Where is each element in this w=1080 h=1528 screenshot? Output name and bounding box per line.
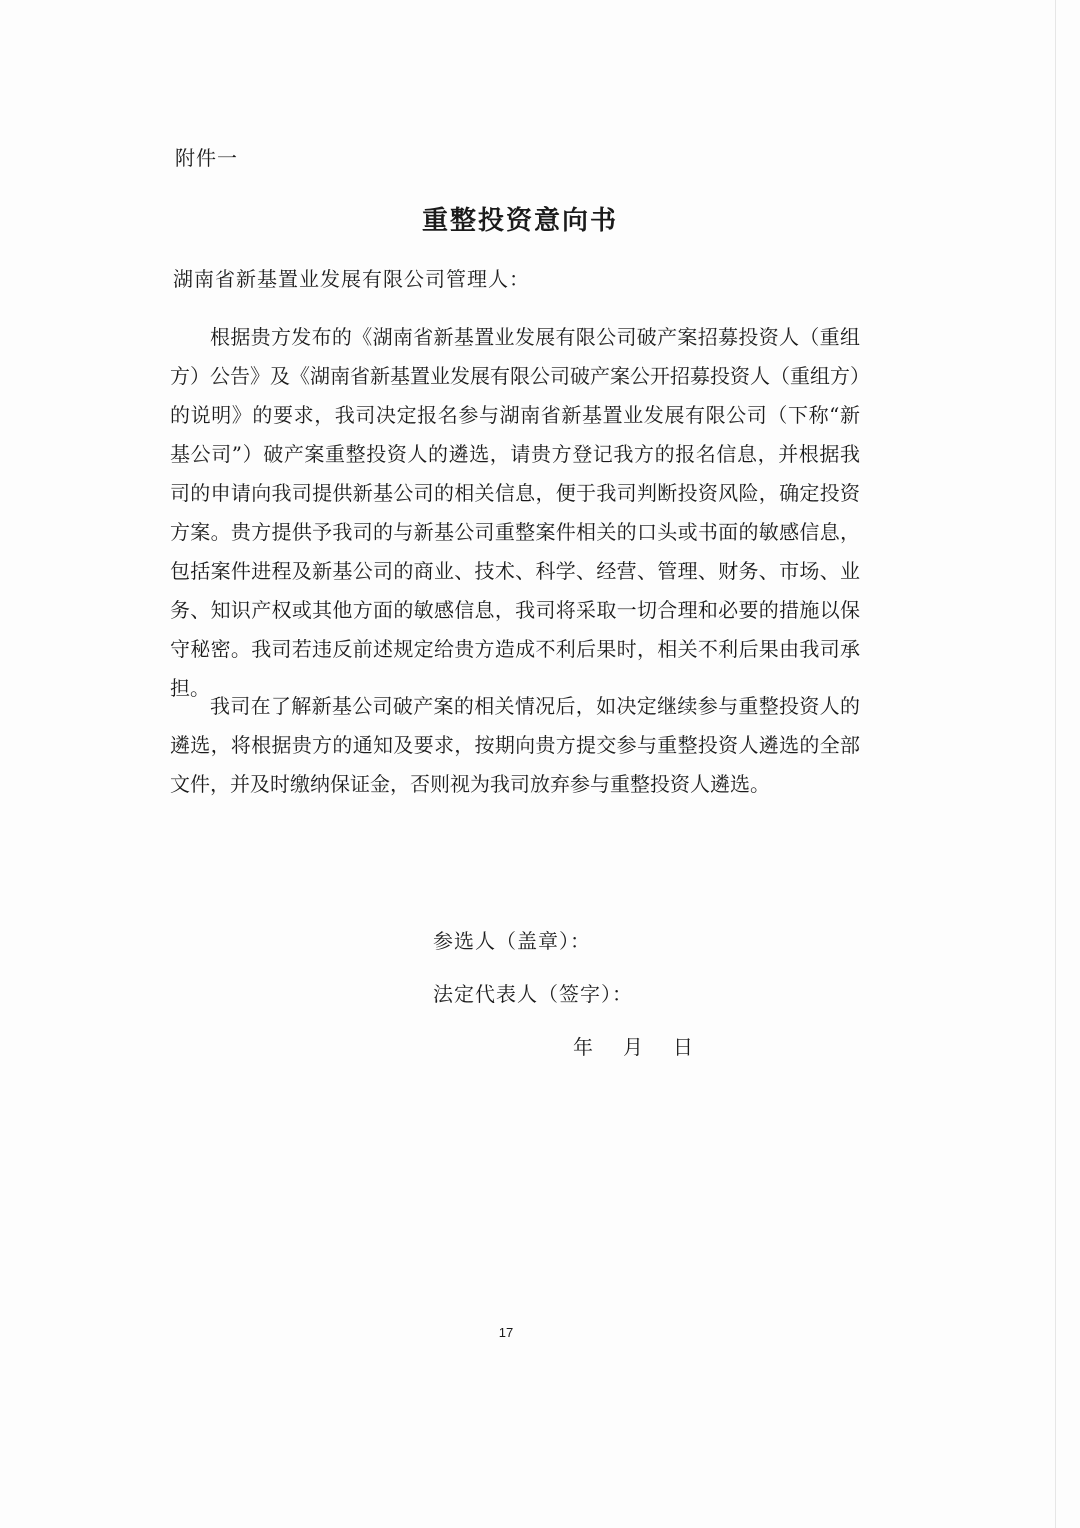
salutation: 湖南省新基置业发展有限公司管理人： bbox=[173, 267, 530, 291]
document-title: 重整投资意向书 bbox=[421, 206, 618, 236]
page-edge-line bbox=[1055, 0, 1056, 1528]
page-number: 17 bbox=[498, 1325, 514, 1340]
date-year-label: 年 bbox=[573, 1035, 593, 1059]
body-paragraph-2: 我司在了解新基公司破产案的相关情况后，如决定继续参与重整投资人的遴选，将根据贵方的通知及要求，按期向贵方提交参与重整投资人遴选的全部文件，并及时缴纳保证金，否则视为我司放弃参与重整投资人遴选。 bbox=[170, 694, 860, 796]
attachment-label: 附件一 bbox=[175, 146, 238, 170]
participant-seal-line: 参选人（盖章）： bbox=[433, 929, 591, 953]
legal-representative-signature-line: 法定代表人（签字）： bbox=[433, 982, 633, 1006]
date-month-label: 月 bbox=[623, 1035, 643, 1059]
body-paragraph-1: 根据贵方发布的《湖南省新基置业发展有限公司破产案招募投资人（重组方）公告》及《湖南省新基置业发展有限公司破产案公开招募投资人（重组方）的说明》的要求，我司决定报名参与湖南省新基置业发展有限公司（下称“新基公司”）破产案重整投资人的遴选，请贵方登记我方的报名信息，并根据我司的申请向我司提供新基公司的相关信息，便于我司判断投资风险，确定投资方案。贵方提供予我司的与新基公司重整案件相关的口头或书面的敏感信息，包括案件进程及新基公司的商业、技术、科学、经营、管理、财务、市场、业务、知识产权或其他方面的敏感信息，我司将采取一切合理和必要的措施以保守秘密。我司若违反前述规定给贵方造成不利后果时，相关不利后果由我司承担。 bbox=[170, 325, 860, 700]
date-line bbox=[573, 1031, 693, 1060]
date-day-label: 日 bbox=[673, 1035, 693, 1059]
